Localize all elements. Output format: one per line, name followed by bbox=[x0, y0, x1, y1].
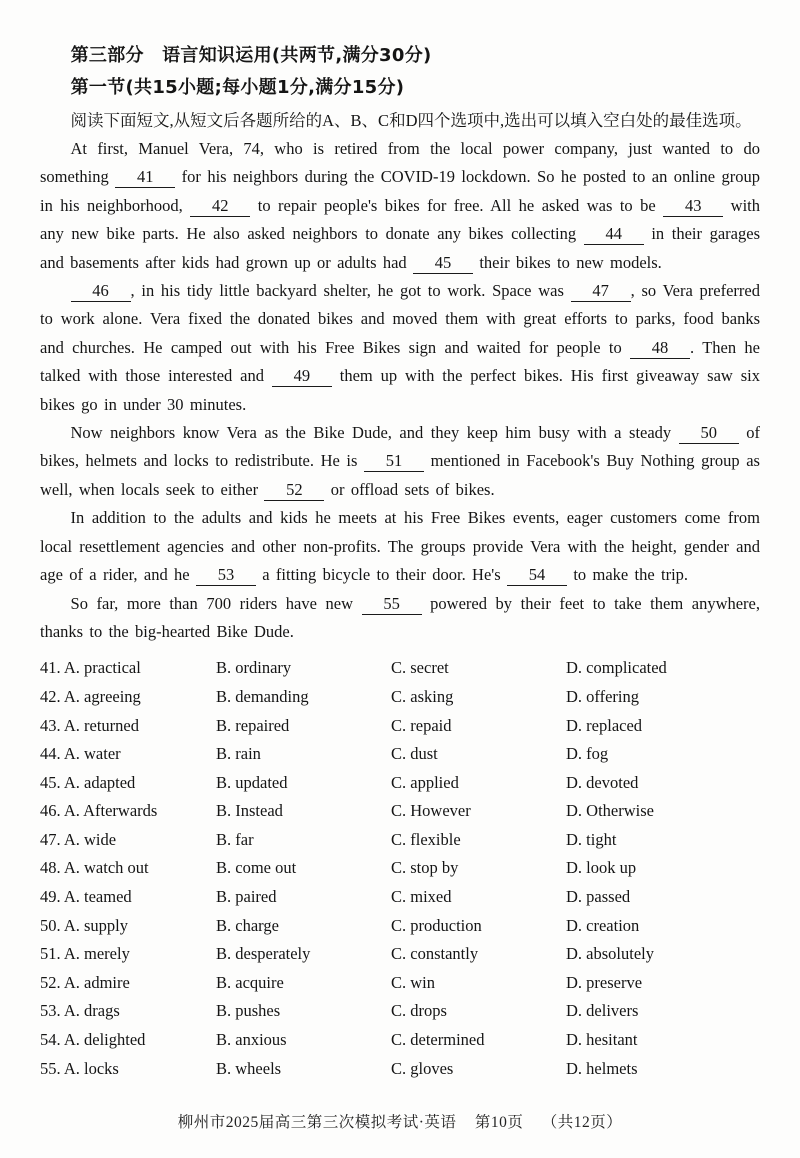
footer-total-pages: （共12页） bbox=[541, 1114, 623, 1131]
option-54-A: 54. A. delighted bbox=[40, 1030, 146, 1050]
option-43-C: C. repaid bbox=[391, 715, 452, 735]
question-row-44 bbox=[40, 740, 760, 769]
passage-paragraph: 46 , in his tidy little backyard shelter, he got to work. Space was 47 , so Vera preferred to work alone. Vera fixed the donated bikes and moved them with great efforts to parks, food banks and churches. He camped out with his Free Bikes sign and waited for people to 48 . Then he talked with those interested and 49 them up with the perfect bikes. His first giveaway saw six bikes go in under 30 minutes. bbox=[40, 281, 760, 414]
question-row-42 bbox=[40, 683, 760, 712]
blank-50: 50 bbox=[679, 423, 739, 444]
option-45-C: C. applied bbox=[391, 772, 459, 792]
question-row-47 bbox=[40, 826, 760, 855]
option-50-C: C. production bbox=[391, 915, 482, 935]
blank-48: 48 bbox=[630, 338, 690, 359]
option-54-B: B. anxious bbox=[216, 1030, 287, 1050]
option-47-B: B. far bbox=[216, 829, 254, 849]
blank-53: 53 bbox=[196, 565, 256, 586]
question-row-46 bbox=[40, 797, 760, 826]
instruction-text: 阅读下面短文,从短文后各题所给的A、B、C和D四个选项中,选出可以填入空白处的最佳选项。 bbox=[70, 111, 752, 130]
option-48-B: B. come out bbox=[216, 858, 297, 878]
option-51-C: C. constantly bbox=[391, 944, 479, 964]
blank-44: 44 bbox=[584, 224, 644, 245]
blank-43: 43 bbox=[663, 196, 723, 217]
option-49-D: D. passed bbox=[566, 887, 631, 907]
blank-54: 54 bbox=[507, 565, 567, 586]
page-footer bbox=[0, 1110, 800, 1132]
option-47-A: 47. A. wide bbox=[40, 829, 117, 849]
question-row-48 bbox=[40, 854, 760, 883]
options-table bbox=[40, 654, 760, 1083]
blank-47: 47 bbox=[571, 281, 631, 302]
blank-55: 55 bbox=[362, 594, 422, 615]
option-55-C: C. gloves bbox=[391, 1058, 454, 1078]
option-43-B: B. repaired bbox=[216, 715, 290, 735]
option-41-C: C. secret bbox=[391, 658, 449, 678]
blank-46: 46 bbox=[71, 281, 131, 302]
option-41-B: B. ordinary bbox=[216, 658, 292, 678]
option-49-B: B. paired bbox=[216, 887, 277, 907]
question-row-43 bbox=[40, 712, 760, 741]
option-44-C: C. dust bbox=[391, 744, 438, 764]
option-42-B: B. demanding bbox=[216, 686, 309, 706]
question-row-45 bbox=[40, 769, 760, 798]
option-52-C: C. win bbox=[391, 972, 436, 992]
option-48-D: D. look up bbox=[566, 858, 637, 878]
question-row-50 bbox=[40, 912, 760, 941]
option-46-B: B. Instead bbox=[216, 801, 283, 821]
question-row-53 bbox=[40, 997, 760, 1026]
question-row-49 bbox=[40, 883, 760, 912]
option-45-A: 45. A. adapted bbox=[40, 772, 136, 792]
option-45-B: B. updated bbox=[216, 772, 288, 792]
footer-page-number: 第10页 bbox=[474, 1114, 524, 1131]
blank-49: 49 bbox=[272, 366, 332, 387]
option-47-D: D. tight bbox=[566, 829, 617, 849]
question-row-41 bbox=[40, 654, 760, 683]
passage-paragraph: In addition to the adults and kids he meets at his Free Bikes events, eager customers come from local resettlement agencies and other non-profits. The groups provide Vera with the height, gender and age of a rider, and he 53 a fitting bicycle to their door. He's 54 to make the trip. bbox=[40, 508, 760, 585]
footer-exam-name: 柳州市2025届高三第三次模拟考试·英语 bbox=[177, 1114, 457, 1131]
option-50-A: 50. A. supply bbox=[40, 915, 129, 935]
option-42-D: D. offering bbox=[566, 686, 640, 706]
option-43-D: D. replaced bbox=[566, 715, 643, 735]
option-48-A: 48. A. watch out bbox=[40, 858, 149, 878]
passage-paragraph: So far, more than 700 riders have new 55 powered by their feet to take them anywhere, thanks to the big-hearted Bike Dude. bbox=[40, 593, 760, 641]
option-43-A: 43. A. returned bbox=[40, 715, 139, 735]
option-51-B: B. desperately bbox=[216, 944, 311, 964]
option-55-A: 55. A. locks bbox=[40, 1058, 119, 1078]
passage-paragraph: Now neighbors know Vera as the Bike Dude, and they keep him busy with a steady 50 of bikes, helmets and locks to redistribute. He is 51 mentioned in Facebook's Buy Nothing group as well, when locals seek to either 52 or offload sets of bikes. bbox=[40, 423, 760, 499]
option-50-B: B. charge bbox=[216, 915, 279, 935]
option-54-C: C. determined bbox=[391, 1030, 485, 1050]
question-row-55 bbox=[40, 1055, 760, 1084]
part-title: 第三部分 语言知识运用(共两节,满分30分) bbox=[70, 45, 432, 66]
option-44-A: 44. A. water bbox=[40, 744, 121, 764]
option-46-C: C. However bbox=[391, 801, 471, 821]
option-50-D: D. creation bbox=[566, 915, 640, 935]
passage-paragraph: At first, Manuel Vera, 74, who is retired from the local power company, just wanted to do something 41 for his neighbors during the COVID-19 lockdown. So he posted to an online group in his neighborhood, 42 to repair people's bikes for free. All he asked was to be 43 with any new bike parts. He also asked neighbors to donate any bikes collecting 44 in their garages and basements after kids had grown up or adults had 45 their bikes to new models. bbox=[40, 139, 761, 272]
option-53-B: B. pushes bbox=[216, 1001, 281, 1021]
blank-52: 52 bbox=[264, 480, 324, 501]
option-53-D: D. delivers bbox=[566, 1001, 639, 1021]
section-title: 第一节(共15小题;每小题1分,满分15分) bbox=[70, 77, 405, 98]
blank-51: 51 bbox=[364, 451, 424, 472]
option-53-A: 53. A. drags bbox=[40, 1001, 120, 1021]
blank-42: 42 bbox=[190, 196, 250, 217]
question-row-54 bbox=[40, 1026, 760, 1055]
option-45-D: D. devoted bbox=[566, 772, 639, 792]
option-55-D: D. helmets bbox=[566, 1058, 638, 1078]
question-row-51 bbox=[40, 940, 760, 969]
option-46-D: D. Otherwise bbox=[566, 801, 654, 821]
option-52-B: B. acquire bbox=[216, 972, 284, 992]
option-42-C: C. asking bbox=[391, 686, 454, 706]
option-52-D: D. preserve bbox=[566, 972, 643, 992]
option-53-C: C. drops bbox=[391, 1001, 447, 1021]
option-52-A: 52. A. admire bbox=[40, 972, 130, 992]
option-55-B: B. wheels bbox=[216, 1058, 282, 1078]
option-54-D: D. hesitant bbox=[566, 1030, 638, 1050]
blank-45: 45 bbox=[413, 253, 473, 274]
option-48-C: C. stop by bbox=[391, 858, 459, 878]
option-51-D: D. absolutely bbox=[566, 944, 654, 964]
option-44-D: D. fog bbox=[566, 744, 609, 764]
option-41-D: D. complicated bbox=[566, 658, 667, 678]
option-51-A: 51. A. merely bbox=[40, 944, 130, 964]
blank-41: 41 bbox=[115, 167, 175, 188]
option-49-A: 49. A. teamed bbox=[40, 887, 132, 907]
option-49-C: C. mixed bbox=[391, 887, 452, 907]
option-46-A: 46. A. Afterwards bbox=[40, 801, 158, 821]
option-42-A: 42. A. agreeing bbox=[40, 686, 141, 706]
option-47-C: C. flexible bbox=[391, 829, 461, 849]
option-44-B: B. rain bbox=[216, 744, 261, 764]
option-41-A: 41. A. practical bbox=[40, 658, 141, 678]
question-row-52 bbox=[40, 969, 760, 998]
cloze-passage bbox=[40, 135, 760, 646]
